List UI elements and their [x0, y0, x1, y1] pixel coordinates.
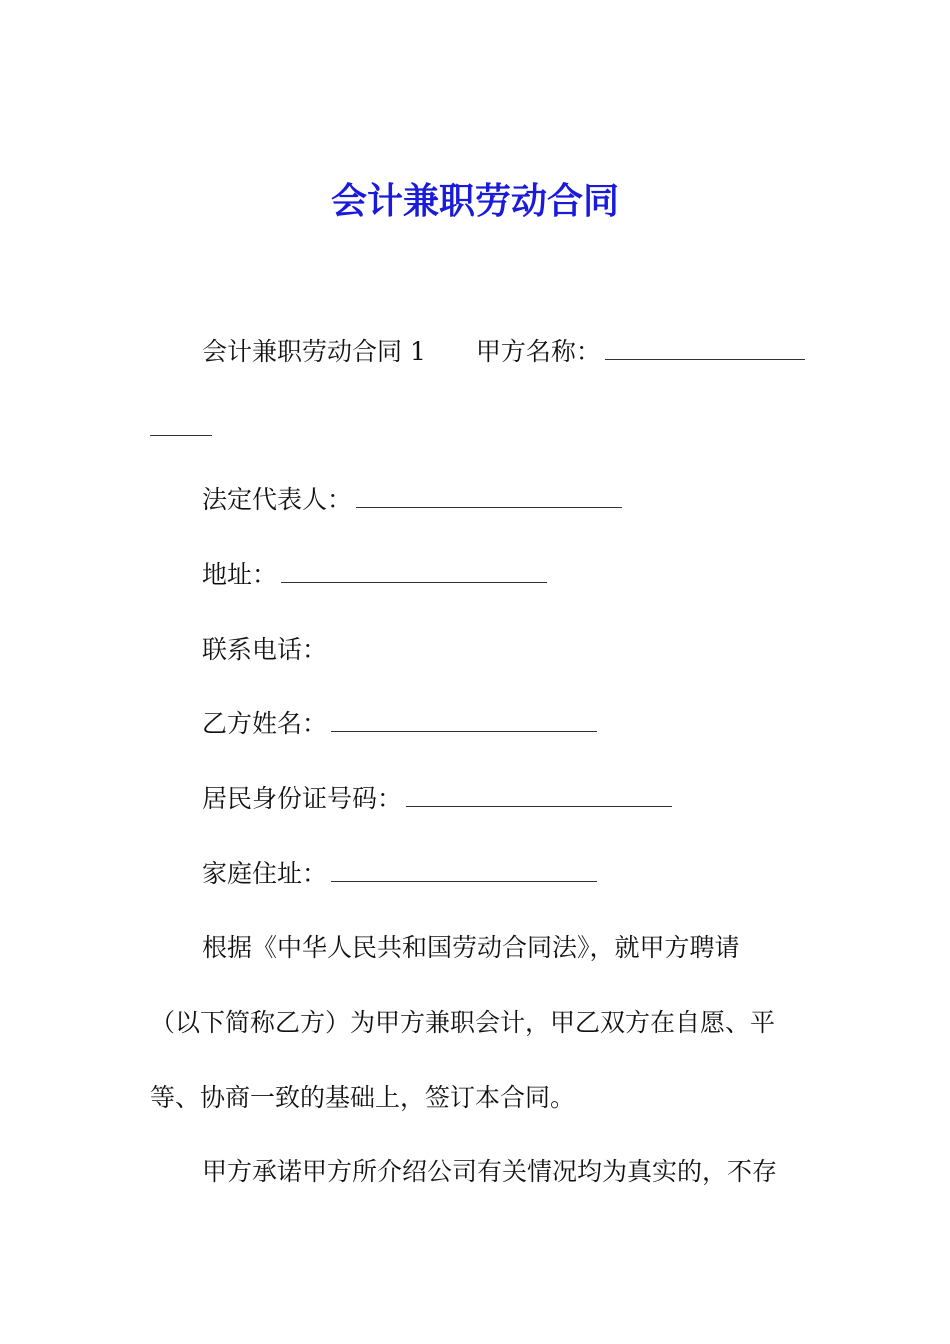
intro-heading: 会计兼职劳动合同 1 — [202, 337, 426, 366]
paragraph2-line1: 甲方承诺甲方所介绍公司有关情况均为真实的，不存 — [202, 1157, 778, 1186]
party-a-name-blank-continued — [150, 434, 212, 436]
party-b-name-label: 乙方姓名： — [202, 709, 328, 738]
phone-line — [150, 632, 862, 668]
intro-line — [150, 334, 862, 370]
legal-representative-line — [150, 482, 862, 518]
paragraph1-line2: （以下简称乙方）为甲方兼职会计，甲乙双方在自愿、平 — [150, 1008, 776, 1037]
paragraph1-line3: 等、协商一致的基础上，签订本合同。 — [150, 1083, 576, 1112]
party-b-name-blank — [331, 730, 597, 732]
address-line — [150, 557, 862, 593]
home-address-blank — [331, 880, 597, 882]
phone-label: 联系电话： — [202, 635, 328, 664]
party-a-name-continuation — [150, 410, 810, 446]
id-number-blank — [406, 805, 672, 807]
home-address-label: 家庭住址： — [202, 859, 328, 888]
document-title: 会计兼职劳动合同 — [330, 181, 619, 222]
party-a-name-label: 甲方名称： — [475, 337, 601, 366]
address-blank — [281, 581, 547, 583]
home-address-line — [150, 856, 862, 892]
party-a-name-blank — [605, 358, 805, 360]
legal-representative-label: 法定代表人： — [202, 485, 353, 514]
id-number-label: 居民身份证号码： — [202, 784, 403, 813]
id-number-line — [150, 781, 862, 817]
paragraph1-line1: 根据《中华人民共和国劳动合同法》，就甲方聘请 — [202, 933, 740, 962]
party-b-name-line — [150, 706, 862, 742]
address-label: 地址： — [202, 560, 278, 589]
legal-representative-blank — [356, 506, 622, 508]
